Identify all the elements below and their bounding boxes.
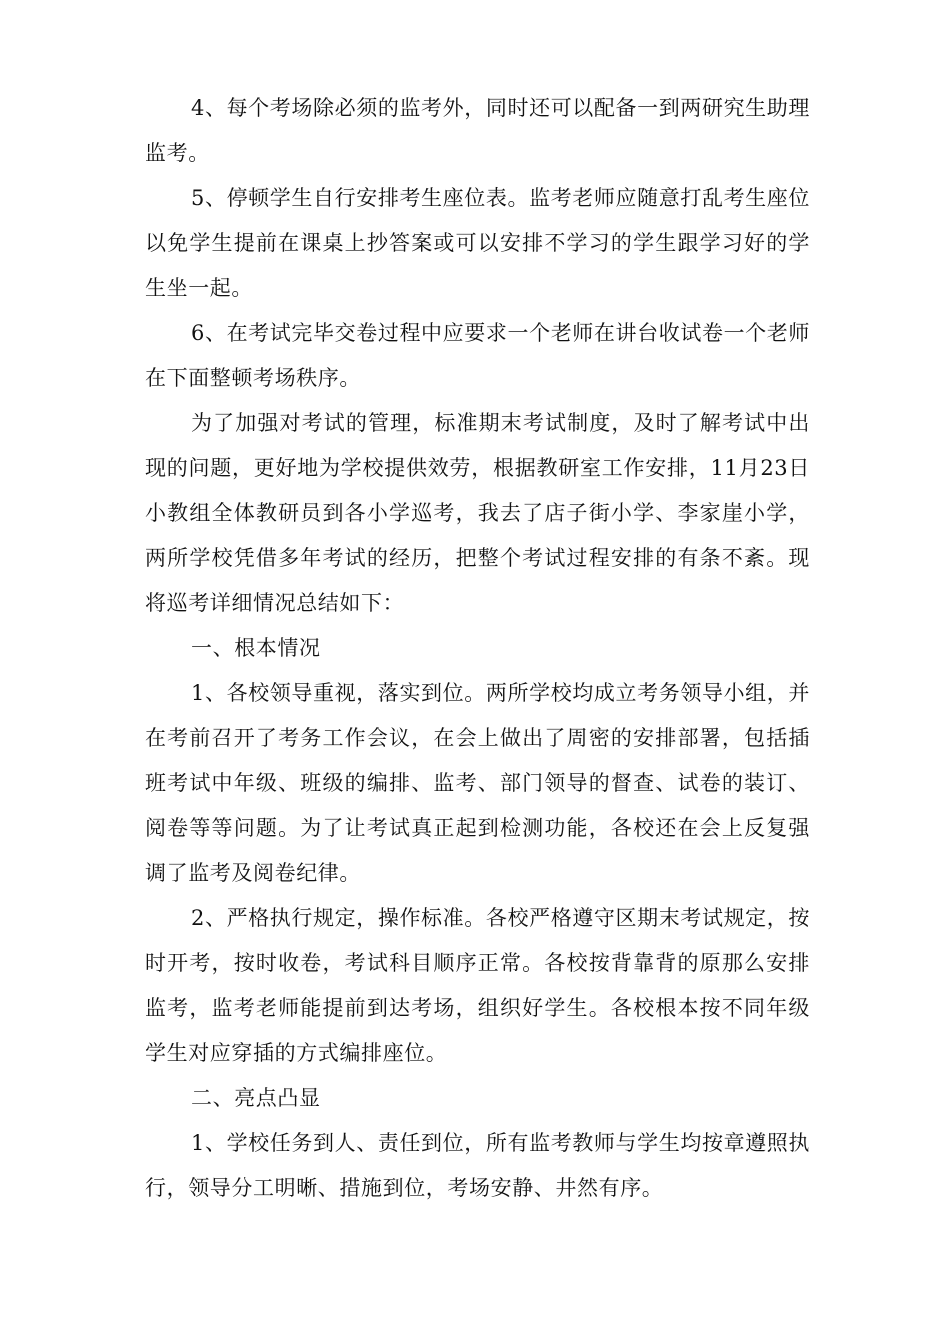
paragraph-item-4: 4、每个考场除必须的监考外，同时还可以配备一到两研究生助理监考。	[145, 96, 810, 165]
paragraph-item-5: 5、停顿学生自行安排考生座位表。监考老师应随意打乱考生座位以免学生提前在课桌上抄答案或可以安排不学习的学生跟学习好的学生坐一起。	[145, 186, 810, 300]
basic-item-2: 2、严格执行规定，操作标准。各校严格遵守区期末考试规定，按时开考，按时收卷，考试科目顺序正常。各校按背靠背的原那么安排监考，监考老师能提前到达考场，组织好学生。各校根本按不同年级学生对应穿插的方式编排座位。	[145, 906, 810, 1065]
document-body	[145, 86, 810, 1211]
section-heading-basic-situation: 一、根本情况	[191, 636, 321, 660]
intro-paragraph: 为了加强对考试的管理，标准期末考试制度，及时了解考试中出现的问题，更好地为学校提供效劳，根据教研室工作安排，11月23日小教组全体教研员到各小学巡考，我去了店子街小学、李家崖小学，两所学校凭借多年考试的经历，把整个考试过程安排的有条不紊。现将巡考详细情况总结如下：	[145, 411, 810, 615]
highlight-item-1: 1、学校任务到人、责任到位，所有监考教师与学生均按章遵照执行，领导分工明晰、措施到位，考场安静、井然有序。	[145, 1131, 810, 1200]
paragraph-item-6: 6、在考试完毕交卷过程中应要求一个老师在讲台收试卷一个老师在下面整顿考场秩序。	[145, 321, 810, 390]
basic-item-1: 1、各校领导重视，落实到位。两所学校均成立考务领导小组，并在考前召开了考务工作会议，在会上做出了周密的安排部署，包括插班考试中年级、班级的编排、监考、部门领导的督查、试卷的装订、阅卷等等问题。为了让考试真正起到检测功能，各校还在会上反复强调了监考及阅卷纪律。	[145, 681, 810, 885]
section-heading-highlights: 二、亮点凸显	[191, 1086, 321, 1110]
